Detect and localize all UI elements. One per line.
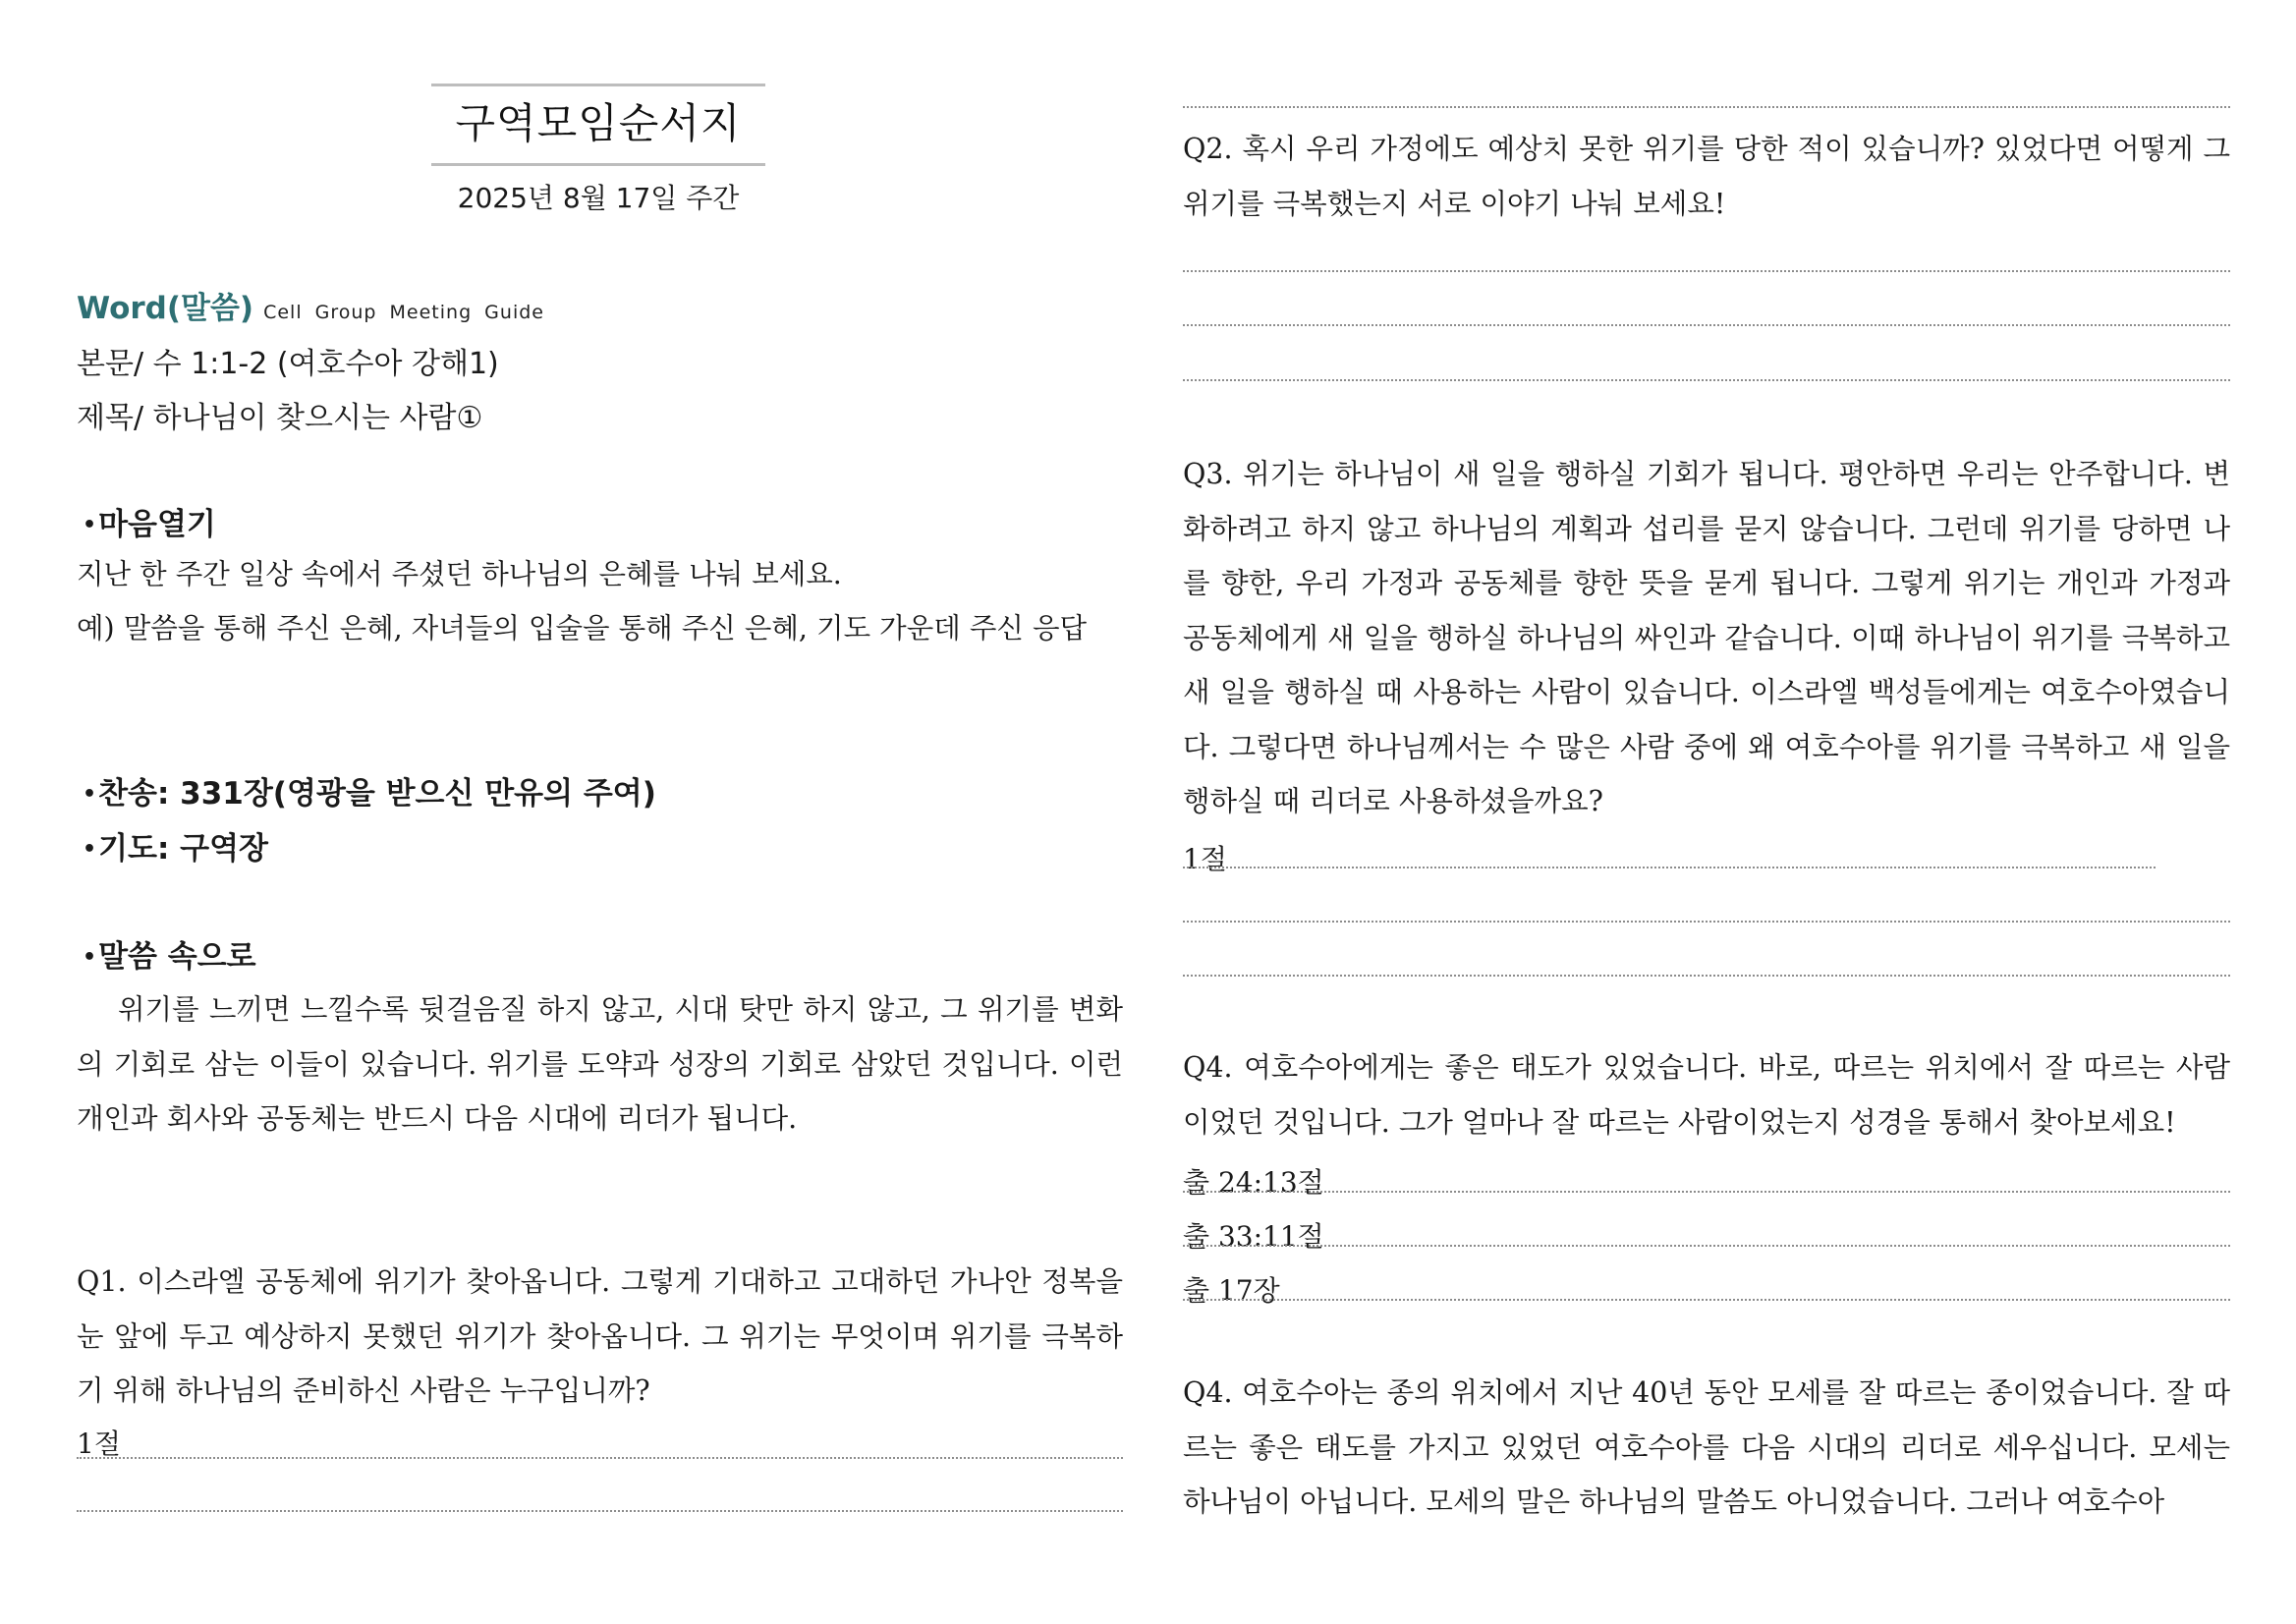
word-heading bbox=[77, 283, 544, 327]
section-into-word: •말씀 속으로 bbox=[83, 939, 256, 975]
question-1: Q1. 이스라엘 공동체에 위기가 찾아옵니다. 그렇게 기대하고 고대하던 가나안 정복을 눈 앞에 두고 예상하지 못했던 위기가 찾아옵니다. 그 위기는 무엇이며 위기를 극복하기 위해 하나님의 준비하신 사람은 누구입니까? bbox=[77, 1265, 1123, 1407]
scripture-reference: 본문/ 수 1:1-2 (여호수아 강해1) bbox=[77, 347, 499, 381]
q3-reference: 1절 bbox=[1183, 843, 1227, 875]
answer-line bbox=[1183, 1191, 2230, 1193]
sermon-title: 제목/ 하나님이 찾으시는 사람① bbox=[77, 401, 483, 435]
answer-line bbox=[1183, 379, 2230, 381]
bullet-icon: • bbox=[83, 513, 97, 537]
q4a-reference-1: 출 24:13절 bbox=[1183, 1166, 1324, 1199]
answer-line bbox=[1183, 1245, 2230, 1247]
q1-reference: 1절 bbox=[77, 1428, 121, 1460]
answer-line bbox=[77, 1457, 1123, 1459]
question-4a: Q4. 여호수아에게는 좋은 태도가 있었습니다. 바로, 따르는 위치에서 잘 따르는 사람이었던 것입니다. 그가 얼마나 잘 따르는 사람이었는지 성경을 통해서 찾아보세요! bbox=[1183, 1051, 2230, 1139]
bullet-icon: • bbox=[83, 782, 97, 807]
bullet-icon: • bbox=[83, 837, 97, 862]
question-3: Q3. 위기는 하나님이 새 일을 행하실 기회가 됩니다. 평안하면 우리는 안주합니다. 변화하려고 하지 않고 하나님의 계획과 섭리를 묻지 않습니다. 그런데 위기를 당하면 나를 향한, 우리 가정과 공동체를 향한 뜻을 묻게 됩니다. 그렇게 위기는 개인과 가정과 공동체에게 새 일을 행하실 하나님의 싸인과 같습니다. 이때 하나님이 위기를 극복하고 새 일을 행하실 때 사용하는 사람이 있습니다. 이스라엘 백성들에게는 여호수아였습니다. 그렇다면 하나님께서는 수 많은 사람 중에 왜 여호수아를 위기를 극복하고 새 일을 행하실 때 리더로 사용하셨을까요? bbox=[1183, 458, 2230, 817]
title-block bbox=[431, 84, 765, 166]
week-date: 2025년 8월 17일 주간 bbox=[457, 182, 740, 214]
answer-line bbox=[1183, 921, 2230, 923]
answer-line bbox=[1183, 270, 2230, 272]
word-sublabel: Cell Group Meeting Guide bbox=[263, 302, 544, 323]
into-word-text: 위기를 느끼면 느낄수록 뒷걸음질 하지 않고, 시대 탓만 하지 않고, 그 위기를 변화의 기회로 삼는 이들이 있습니다. 위기를 도약과 성장의 기회로 삼았던 것입니다. 이런 개인과 회사와 공동체는 반드시 다음 시대에 리더가 됩니다. bbox=[77, 993, 1123, 1135]
q4a-reference-3: 출 17장 bbox=[1183, 1274, 1280, 1307]
question-2: Q2. 혹시 우리 가정에도 예상치 못한 위기를 당한 적이 있습니까? 있었다면 어떻게 그 위기를 극복했는지 서로 이야기 나눠 보세요! bbox=[1183, 133, 2230, 220]
section-prayer: •기도: 구역장 bbox=[83, 831, 268, 867]
answer-line bbox=[1183, 324, 2230, 326]
section-hymn: •찬송: 331장(영광을 받으신 만유의 주여) bbox=[83, 776, 656, 812]
opening-example: 예) 말씀을 통해 주신 은혜, 자녀들의 입술을 통해 주신 은혜, 기도 가운데 주신 응답 bbox=[77, 612, 1088, 644]
section-opening-heart: •마음열기 bbox=[83, 507, 216, 542]
page-title: 구역모임순서지 bbox=[455, 99, 742, 147]
opening-text: 지난 한 주간 일상 속에서 주셨던 하나님의 은혜를 나눠 보세요. bbox=[77, 558, 842, 590]
bullet-icon: • bbox=[83, 945, 97, 970]
title-bottom-rule bbox=[431, 163, 765, 166]
question-4b: Q4. 여호수아는 종의 위치에서 지난 40년 동안 모세를 잘 따르는 종이었습니다. 잘 따르는 좋은 태도를 가지고 있었던 여호수아를 다음 시대의 리더로 세우십니다. 모세는 하나님이 아닙니다. 모세의 말은 하나님의 말씀도 아니었습니다. 그러나 여호수아 bbox=[1183, 1376, 2230, 1518]
q4a-reference-2: 출 33:11절 bbox=[1183, 1220, 1324, 1253]
answer-line bbox=[1183, 975, 2230, 977]
answer-line bbox=[1183, 1299, 2230, 1301]
answer-line bbox=[1183, 106, 2230, 108]
answer-line bbox=[77, 1510, 1123, 1512]
word-label: Word(말씀) bbox=[77, 291, 254, 326]
answer-line bbox=[1183, 867, 2156, 868]
